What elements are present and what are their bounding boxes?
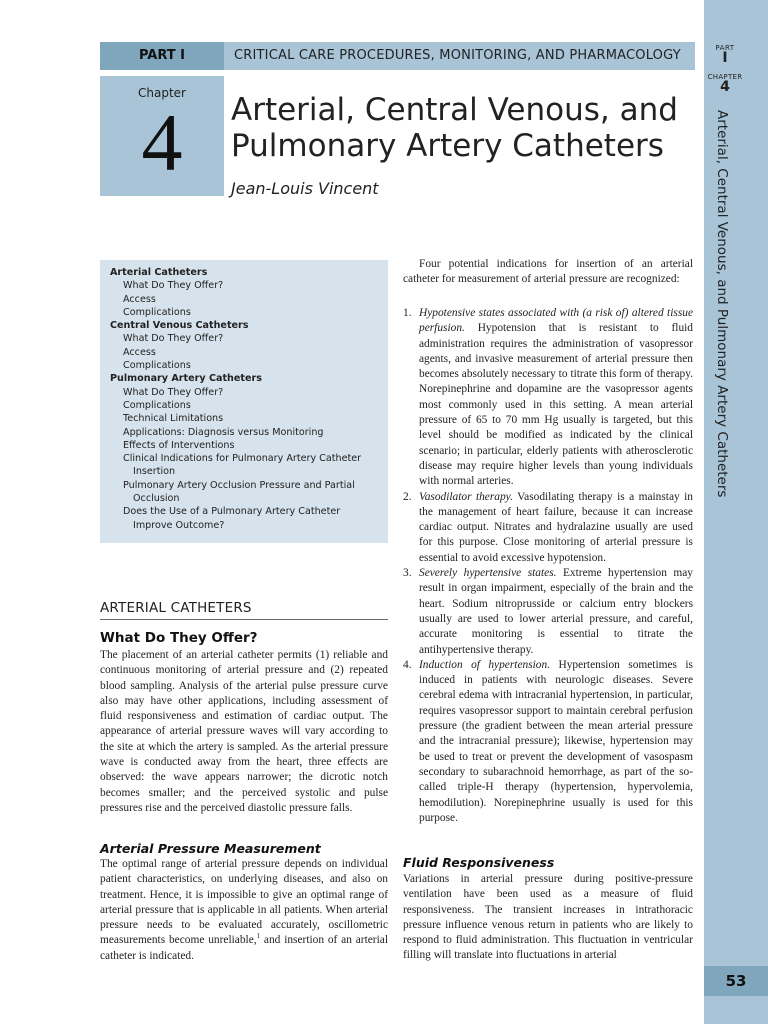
list-number: 2.	[403, 490, 412, 503]
tab-chapter-number: 4	[720, 79, 730, 95]
running-title: Arterial, Central Venous, and Pulmonary Artery Catheters	[714, 110, 730, 498]
tab-chapter-label: CHAPTER	[707, 73, 743, 81]
outline-item: What Do They Offer?	[123, 386, 224, 398]
outline-section: Arterial Catheters	[110, 267, 208, 278]
indication-item	[403, 566, 693, 658]
body-paragraph: The placement of an arterial catheter permits (1) reliable and continuous monitoring of arterial pressure and (2) repeated blood sampling. Analysis of the arterial pulse pressure curve also may have other applications, including assessment of fluid responsiveness and estimation of cardiac output. The appearance of arterial pressure waves will vary according to the site at which the artery is sampled. As the arterial pressure wave is conducted away from the heart, three effects are observed: the wave appears narrower; the dicrotic notch becomes smaller; and the perceived systolic and pulse pressures rise and the perceived diastolic pressure falls.	[100, 649, 388, 814]
chapter-label: Chapter	[138, 86, 186, 100]
outline-item: Pulmonary Artery Occlusion Pressure and Partial Occlusion	[123, 479, 355, 505]
subsubheading: Fluid Responsiveness	[403, 855, 555, 870]
indication-text: Hypotension that is resistant to fluid administration requires the administration of vasopressor agents, and invasive measurement of arterial pressure then becomes absolutely necessary to titrate this form of therapy. Norepinephrine and dopamine are the vasopressor agents most commonly used in this setting. A mean arterial pressure of 65 to 70 mm Hg usually is targeted, but this level should be modified as indicated by the clinical scenario; in particular, elderly patients with atherosclerotic disease may require higher levels than young individuals with normal arteries.	[419, 322, 693, 488]
chapter-title: Arterial, Central Venous, and Pulmonary Artery Catheters	[231, 92, 678, 164]
outline-item: Access	[123, 293, 156, 305]
indication-text: Extreme hypertension may result in organ impairment, especially of the brain and the heart. Sodium nitroprusside or calcium entry blockers usually are used to lower arterial pressure, and careful, accurate monitoring is essential to titrate the antihypertensive therapy.	[419, 567, 693, 656]
indication-lead: Induction of hypertension.	[419, 658, 551, 671]
outline-item: What Do They Offer?	[123, 280, 224, 292]
indication-text: Hypertension sometimes is induced in patients with neurologic diseases. Severe cerebral edema with intracranial hypertension, in particular, requires vasopressor support to maintain cerebral perfusion pressure (the gradient between the mean arterial pressure and the intracranial pressure); likewise, hypertension may be used to treat or prevent the development of vasospasm secondary to subarachnoid hemorrhage, as part of the so-called triple-H therapy (hypertension, hypervolemia, hemodilution). Norepinephrine usually is used for this purpose.	[419, 658, 693, 824]
outline-item: What Do They Offer?	[123, 333, 224, 345]
outline-item: Applications: Diagnosis versus Monitoring	[123, 426, 324, 438]
indications-list	[403, 306, 693, 826]
indication-item	[403, 490, 693, 566]
outline-item: Complications	[123, 306, 191, 318]
list-number: 1.	[403, 307, 412, 319]
chapter-number: 4	[141, 97, 183, 188]
outline-item: Technical Limitations	[123, 413, 224, 425]
body-paragraph: Four potential indications for insertion of an arterial catheter for measurement of arterial pressure are recognized:	[403, 258, 693, 286]
indication-lead: Severely hypertensive states.	[419, 567, 557, 580]
part-label: PART I	[100, 42, 224, 70]
subheading: What Do They Offer?	[100, 630, 258, 646]
citation-superscript: 1	[256, 932, 261, 941]
outline-item: Complications	[123, 360, 191, 372]
section-heading: ARTERIAL CATHETERS	[100, 600, 388, 620]
outline-item: Does the Use of a Pulmonary Artery Catheter Improve Outcome?	[123, 506, 341, 531]
indication-item	[403, 306, 693, 490]
tab-part-label: PART	[715, 44, 735, 52]
outline-section: Pulmonary Artery Catheters	[110, 373, 262, 385]
indication-item	[403, 658, 693, 826]
page-number: 53	[704, 966, 768, 996]
part-header-band	[100, 42, 695, 70]
outline-item: Effects of Interventions	[123, 439, 235, 451]
body-paragraph: Variations in arterial pressure during positive-pressure ventilation have been used as a measure of fluid responsiveness. The transient increases in intrathoracic pressure influence venous return in patients who are likely to respond to fluid administration. This fluctuation in ventricular filling will translate into fluctuations in arterial	[403, 873, 693, 962]
indication-lead: Vasodilator therapy.	[419, 490, 513, 503]
tab-part-number: I	[722, 50, 728, 66]
indication-text: Vasodilating therapy is a mainstay in the management of heart failure, because it can increase cardiac output. Nitrates and hydralazine usually are used for this purpose. Close monitoring of arterial pressure is essential to avoid excessive hypotension.	[419, 490, 693, 564]
part-title: CRITICAL CARE PROCEDURES, MONITORING, AND PHARMACOLOGY	[234, 48, 681, 63]
outline-section: Central Venous Catheters	[110, 320, 249, 332]
author: Jean-Louis Vincent	[231, 179, 379, 198]
list-number: 3.	[403, 567, 412, 580]
outline-item: Access	[123, 346, 156, 358]
indication-lead: Hypotensive states associated with (a risk of) altered tissue perfusion.	[419, 307, 693, 335]
outline-item: Clinical Indications for Pulmonary Artery Catheter Insertion	[123, 453, 362, 478]
paragraph-text: The optimal range of arterial pressure depends on individual patient characteristics, on underlying diseases, and also on treatment. Hence, it is impossible to give an optimal range of arterial pressure that is applicable in all patients. When arterial pressure needs to be evaluated accurately, oscillometric measurements become unreliable,	[100, 858, 388, 947]
paragraph-text: and insertion of an arterial catheter is indicated.	[100, 934, 388, 962]
subsubheading: Arterial Pressure Measurement	[100, 841, 321, 856]
list-number: 4.	[403, 658, 412, 671]
outline-item: Complications	[123, 399, 191, 411]
chapter-outline	[100, 260, 388, 543]
body-paragraph	[100, 857, 388, 964]
chapter-box	[100, 76, 224, 196]
outline-list	[110, 266, 378, 532]
